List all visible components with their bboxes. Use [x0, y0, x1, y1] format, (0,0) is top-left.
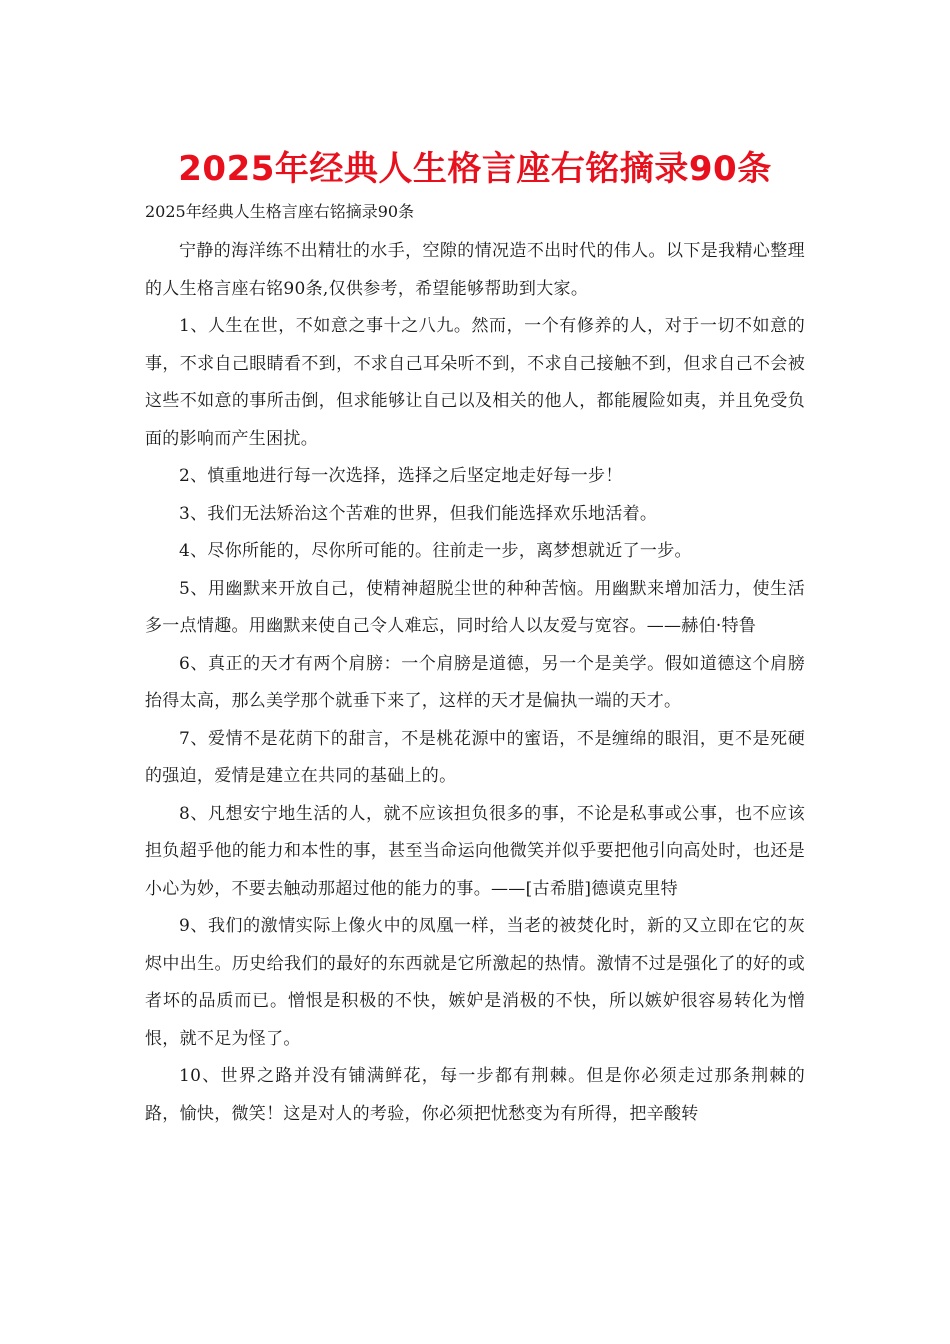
- document-title: 2025年经典人生格言座右铭摘录90条: [178, 149, 772, 189]
- quote-paragraph-4: 4、尽你所能的，尽你所可能的。往前走一步，离梦想就近了一步。: [179, 541, 692, 561]
- quote-paragraph-7: 7、爱情不是花荫下的甜言，不是桃花源中的蜜语，不是缠绵的眼泪，更不是死硬的强迫，爱情是建立在共同的基础上的。: [145, 728, 805, 786]
- quote-paragraph-1: 1、人生在世，不如意之事十之八九。然而，一个有修养的人，对于一切不如意的事，不求自己眼睛看不到，不求自己耳朵听不到，不求自己接触不到，但求自己不会被这些不如意的事所击倒，但求能够让自己以及相关的他人，都能履险如夷，并且免受负面的影响而产生困扰。: [145, 316, 805, 449]
- document-body: [145, 233, 805, 1133]
- quote-paragraph-9: 9、我们的激情实际上像火中的凤凰一样，当老的被焚化时，新的又立即在它的灰烬中出生。历史给我们的最好的东西就是它所激起的热情。激情不过是强化了的好的或者坏的品质而已。憎恨是积极的不快，嫉妒是消极的不快，所以嫉妒很容易转化为憎恨，就不足为怪了。: [145, 916, 805, 1049]
- quote-paragraph-8: 8、凡想安宁地生活的人，就不应该担负很多的事，不论是私事或公事，也不应该担负超乎他的能力和本性的事，甚至当命运向他微笑并似乎要把他引向高处时，也还是小心为妙，不要去触动那超过他的能力的事。——[古希腊]德谟克里特: [145, 803, 805, 899]
- quote-paragraph-2: 2、慎重地进行每一次选择，选择之后坚定地走好每一步！: [179, 466, 623, 486]
- quote-paragraph-10: 10、世界之路并没有铺满鲜花，每一步都有荆棘。但是你必须走过那条荆棘的路，愉快，微笑！这是对人的考验，你必须把忧愁变为有所得，把辛酸转: [145, 1066, 805, 1124]
- quote-paragraph-5: 5、用幽默来开放自己，使精神超脱尘世的种种苦恼。用幽默来增加活力，使生活多一点情趣。用幽默来使自己令人难忘，同时给人以友爱与宽容。——赫伯·特鲁: [145, 578, 805, 636]
- intro-paragraph: 宁静的海洋练不出精壮的水手，空隙的情况造不出时代的伟人。以下是我精心整理的人生格言座右铭90条,仅供参考，希望能够帮助到大家。: [145, 241, 805, 299]
- document-subtitle: 2025年经典人生格言座右铭摘录90条: [145, 202, 415, 221]
- quote-paragraph-3: 3、我们无法矫治这个苦难的世界，但我们能选择欢乐地活着。: [179, 503, 658, 524]
- quote-paragraph-6: 6、真正的天才有两个肩膀：一个肩膀是道德，另一个是美学。假如道德这个肩膀抬得太高，那么美学那个就垂下来了，这样的天才是偏执一端的天才。: [145, 653, 805, 711]
